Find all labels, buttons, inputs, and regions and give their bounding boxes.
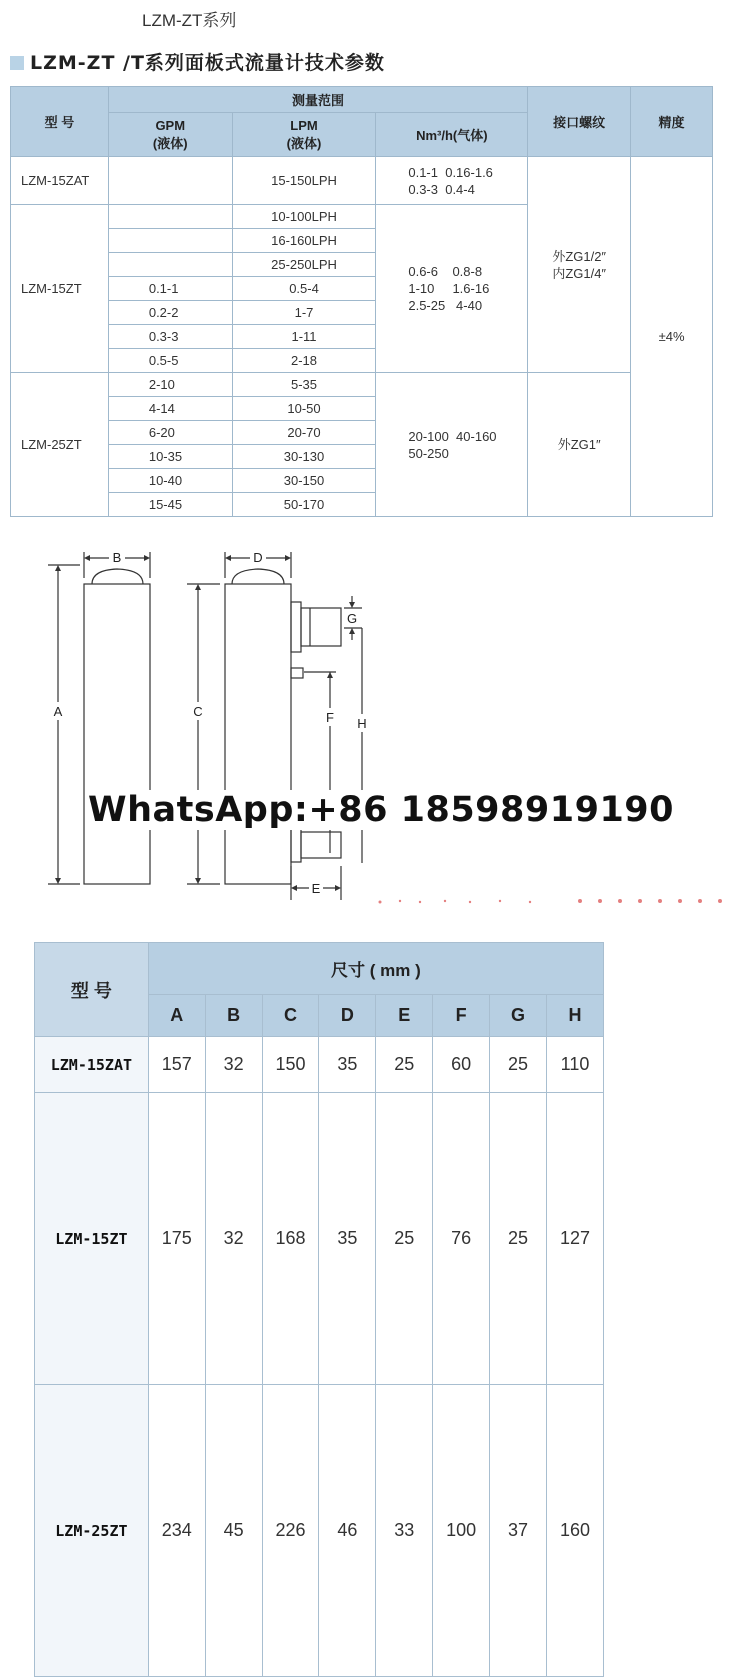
dim-value-cell: 127	[547, 1093, 604, 1385]
dim-model-cell: LZM-15ZAT	[35, 1037, 149, 1093]
dim-col-h: H	[547, 995, 604, 1037]
spec-gpm-cell: 0.1-1	[108, 277, 232, 301]
dim-value-cell: 110	[547, 1037, 604, 1093]
dim-value-cell: 45	[205, 1385, 262, 1677]
dim-col-f: F	[433, 995, 490, 1037]
spec-model-cell: LZM-15ZT	[11, 205, 109, 373]
dim-col-b: B	[205, 995, 262, 1037]
spec-row	[11, 157, 713, 205]
label-g: G	[346, 611, 358, 626]
spec-lpm-cell: 30-130	[232, 445, 376, 469]
spec-lpm-cell: 15-150LPH	[232, 157, 376, 205]
spec-lpm-cell: 1-7	[232, 301, 376, 325]
label-a: A	[53, 704, 63, 719]
spec-lpm-cell: 16-160LPH	[232, 229, 376, 253]
dim-value-cell: 76	[433, 1093, 490, 1385]
dim-value-cell: 168	[262, 1093, 319, 1385]
section-heading-text: LZM-ZT /T系列面板式流量计技术参数	[30, 52, 385, 74]
spec-gpm-cell: 4-14	[108, 397, 232, 421]
dim-value-cell: 35	[319, 1093, 376, 1385]
dim-col-a: A	[148, 995, 205, 1037]
label-h: H	[357, 716, 367, 731]
spec-nm3-cell: 20-100 40-160 50-250	[376, 373, 528, 517]
dim-row	[35, 1093, 604, 1385]
spec-gpm-cell	[108, 229, 232, 253]
spec-lpm-cell: 50-170	[232, 493, 376, 517]
whatsapp-contact: WhatsApp:+86 18598919190	[88, 790, 674, 830]
spec-body	[11, 157, 713, 517]
label-f: F	[326, 710, 334, 725]
dim-value-cell: 157	[148, 1037, 205, 1093]
dim-value-cell: 100	[433, 1385, 490, 1677]
spec-lpm-cell: 25-250LPH	[232, 253, 376, 277]
spec-header-thread: 接口螺纹	[528, 87, 631, 157]
label-b: B	[112, 550, 122, 565]
dim-value-cell: 175	[148, 1093, 205, 1385]
side-cap	[232, 569, 284, 584]
spec-header-accuracy: 精度	[631, 87, 713, 157]
spec-accuracy-cell: ±4%	[631, 157, 713, 517]
spec-lpm-cell: 1-11	[232, 325, 376, 349]
dim-value-cell: 25	[376, 1093, 433, 1385]
side-body	[225, 584, 291, 884]
lpm-sub: (液体)	[286, 135, 322, 151]
dim-value-cell: 37	[490, 1385, 547, 1677]
spec-lpm-cell: 30-150	[232, 469, 376, 493]
spec-header-lpm	[232, 113, 376, 157]
spec-row	[11, 373, 713, 397]
dim-value-cell: 25	[490, 1093, 547, 1385]
spec-header-range: 测量范围	[108, 87, 527, 113]
section-heading	[10, 48, 385, 75]
dim-value-cell: 60	[433, 1037, 490, 1093]
label-c: C	[193, 704, 203, 719]
dim-value-cell: 150	[262, 1037, 319, 1093]
dim-value-cell: 226	[262, 1385, 319, 1677]
spec-thread-large: 外ZG1″	[528, 373, 631, 517]
spec-table	[10, 86, 713, 517]
spec-thread-small: 外ZG1/2″ 内ZG1/4″	[528, 157, 631, 373]
series-title: LZM-ZT系列	[142, 11, 237, 30]
front-body	[84, 584, 150, 884]
spec-nm3-cell: 0.6-6 0.8-8 1-10 1.6-16 2.5-25 4-40	[376, 205, 528, 373]
spec-gpm-cell: 0.3-3	[108, 325, 232, 349]
spec-lpm-cell: 20-70	[232, 421, 376, 445]
front-cap	[92, 569, 143, 584]
dim-col-e: E	[376, 995, 433, 1037]
dim-model-cell: LZM-15ZT	[35, 1093, 149, 1385]
dim-col-g: G	[490, 995, 547, 1037]
spec-nm3-cell: 0.1-1 0.16-1.6 0.3-3 0.4-4	[376, 157, 528, 205]
spec-gpm-cell: 2-10	[108, 373, 232, 397]
dim-header-size: 尺寸 ( mm )	[148, 943, 603, 995]
decorative-marks	[379, 899, 723, 904]
spec-gpm-cell	[108, 253, 232, 277]
spec-gpm-cell: 10-40	[108, 469, 232, 493]
dim-value-cell: 25	[490, 1037, 547, 1093]
heading-square-icon	[10, 56, 24, 70]
dim-row	[35, 1385, 604, 1677]
spec-lpm-cell: 2-18	[232, 349, 376, 373]
spec-header-gpm	[108, 113, 232, 157]
dimension-drawing	[0, 548, 750, 918]
dim-row	[35, 1037, 604, 1093]
dim-value-cell: 234	[148, 1385, 205, 1677]
spec-gpm-cell	[108, 205, 232, 229]
dimension-table	[34, 942, 604, 1677]
dim-value-cell: 32	[205, 1093, 262, 1385]
spec-lpm-cell: 5-35	[232, 373, 376, 397]
gpm-sub: (液体)	[152, 135, 188, 151]
dim-value-cell: 33	[376, 1385, 433, 1677]
spec-lpm-cell: 10-100LPH	[232, 205, 376, 229]
label-d: D	[253, 550, 263, 565]
dim-body	[35, 1037, 604, 1677]
spec-gpm-cell	[108, 157, 232, 205]
dim-value-cell: 32	[205, 1037, 262, 1093]
spec-gpm-cell: 10-35	[108, 445, 232, 469]
spec-model-cell: LZM-15ZAT	[11, 157, 109, 205]
spec-gpm-cell: 0.2-2	[108, 301, 232, 325]
dim-value-cell: 25	[376, 1037, 433, 1093]
spec-lpm-cell: 10-50	[232, 397, 376, 421]
dim-value-cell: 46	[319, 1385, 376, 1677]
lpm-label: LPM	[290, 117, 318, 133]
dim-value-cell: 35	[319, 1037, 376, 1093]
dim-col-c: C	[262, 995, 319, 1037]
dim-col-d: D	[319, 995, 376, 1037]
spec-gpm-cell: 0.5-5	[108, 349, 232, 373]
spec-gpm-cell: 15-45	[108, 493, 232, 517]
label-e: E	[311, 881, 321, 896]
spec-model-cell: LZM-25ZT	[11, 373, 109, 517]
spec-header-nm3: Nm³/h(气体)	[376, 113, 528, 157]
dim-value-cell: 160	[547, 1385, 604, 1677]
dim-model-cell: LZM-25ZT	[35, 1385, 149, 1677]
gpm-label: GPM	[155, 117, 186, 133]
spec-header-model: 型 号	[11, 87, 109, 157]
spec-lpm-cell: 0.5-4	[232, 277, 376, 301]
dim-header-model: 型 号	[35, 943, 149, 1037]
spec-gpm-cell: 6-20	[108, 421, 232, 445]
